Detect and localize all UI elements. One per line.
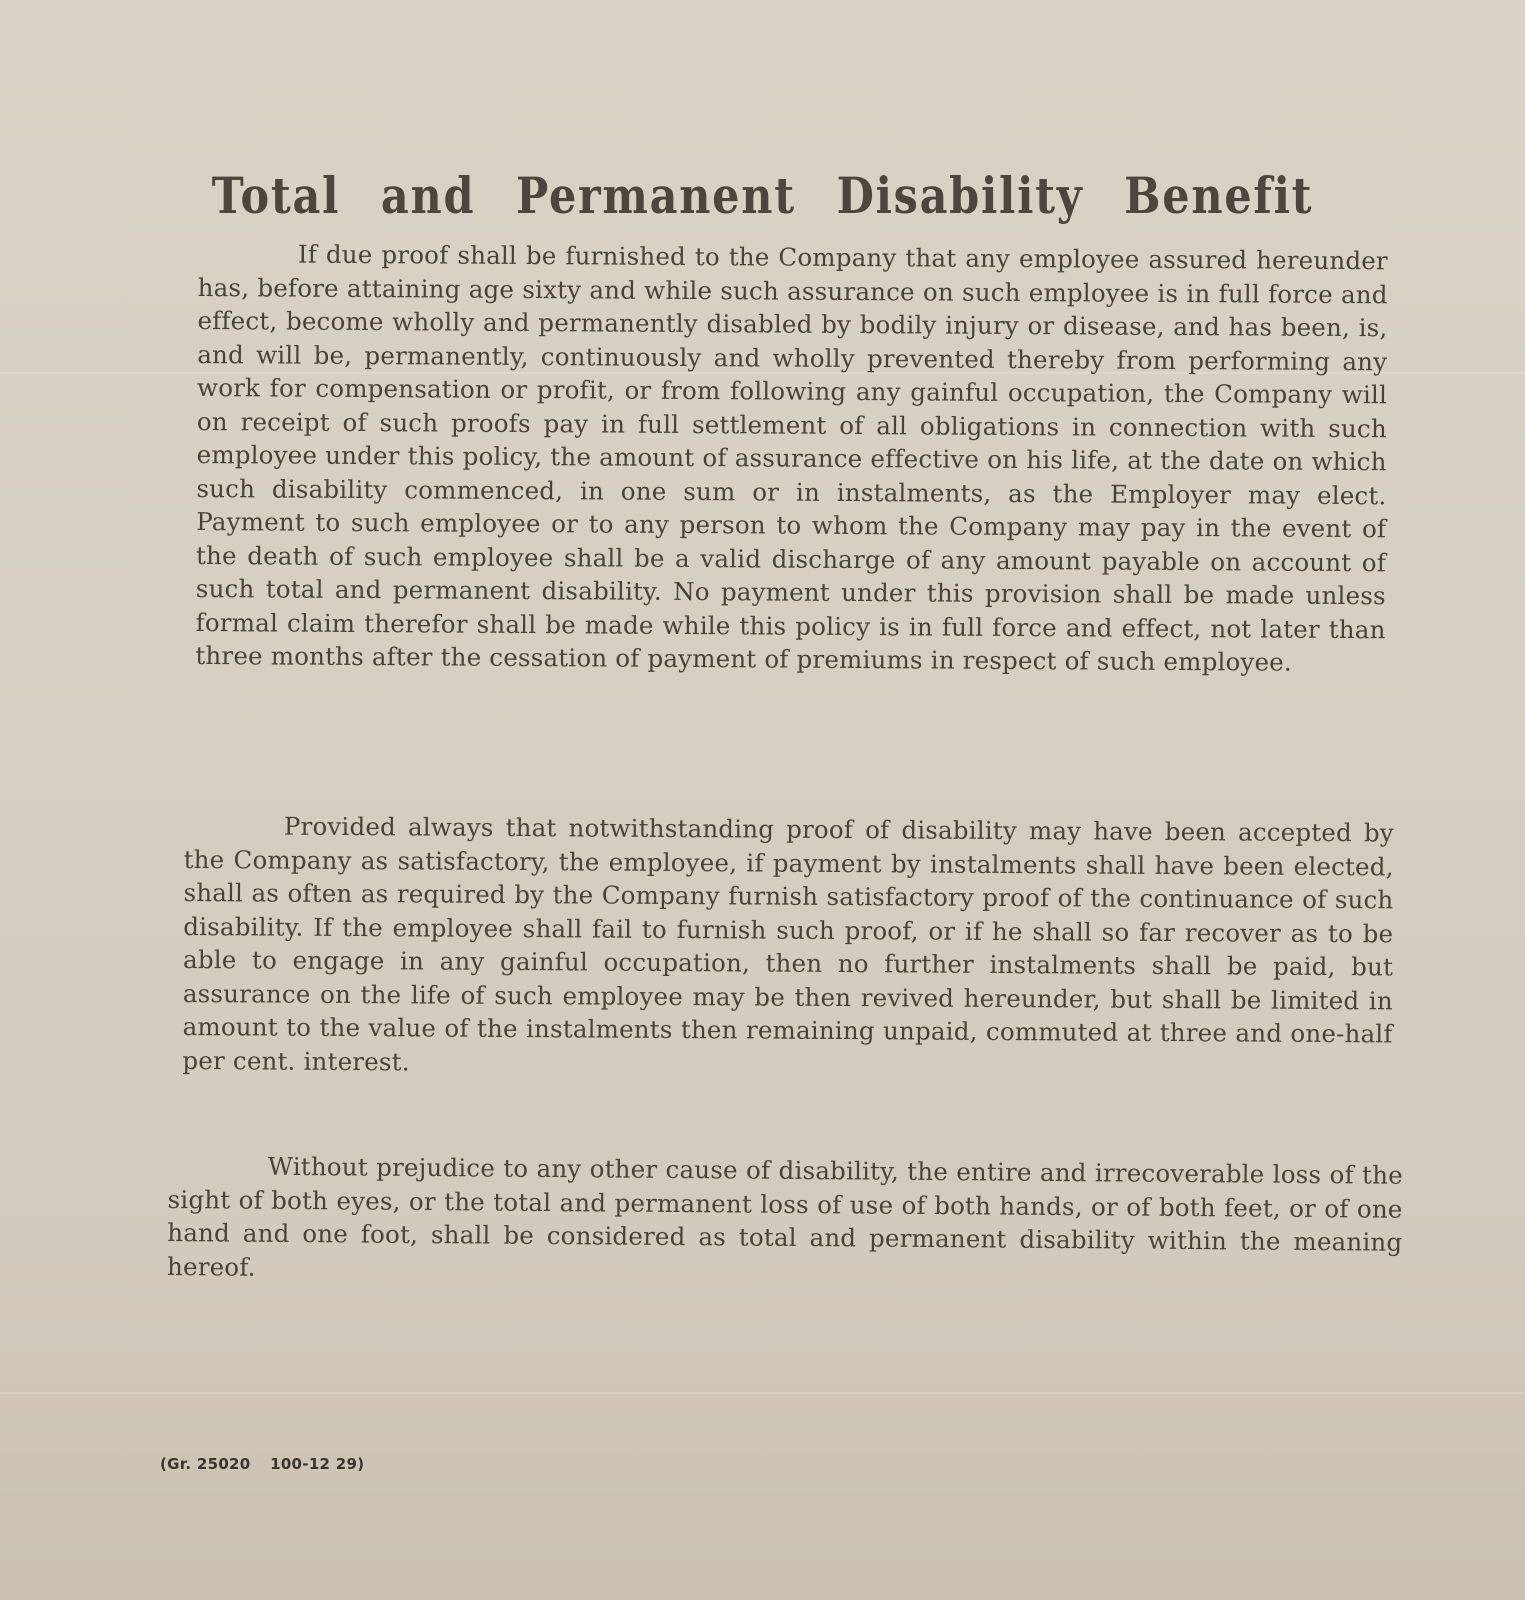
form-reference-footer — [160, 1455, 378, 1473]
paragraph-disability-benefit — [195, 237, 1388, 680]
paragraph-indent — [168, 1173, 268, 1174]
paragraph-definition — [167, 1149, 1403, 1293]
paragraph-text: Provided always that notwithstanding proof of disability may have been accepted by the Company as satisfactory, the employee, if payment by instalments shall have been elected, shall as often as required by the Company furnish satisfactory proof of the continuance of such disability. If the employee shall fail to furnish such proof, or if he shall so far recover as to be able to engage in any gainful occupation, then no further instalments shall be paid, but assurance on the life of such employee may be then revived hereunder, but shall be limited in amount to the value of the instalments then remaining unpaid, commuted at three and one-half per cent. interest. — [182, 811, 1394, 1076]
paragraph-text: If due proof shall be furnished to the Company that any employee assured hereunder has, before attaining age sixty and while such assurance on such employee is in full force and effect, become wholly and permanently disabled by bodily injury or disease, and has been, is, and will be, permanently, continuously and wholly prevented thereby from performing any work for compensation or profit, or from following any gainful occupation, the Company will on receipt of such proofs pay in full settlement of all obligations in connection with such employee under this policy, the amount of assurance effective on his life, at the date on which such disability commenced, in one sum or in instalments, as the Employer may elect. Payment to such employee or to any person to whom the Company may pay in the event of the death of such employee shall be a valid discharge of any amount payable on account of such total and permanent disability. No payment under this provision shall be made unless formal claim therefor shall be made while this policy is in full force and effect, not later than three months after the cessation of payment of premiums in respect of such employee. — [195, 239, 1388, 677]
form-code: (Gr. 25020 — [160, 1455, 251, 1473]
paragraph-proviso — [182, 809, 1394, 1084]
paragraph-indent — [198, 261, 298, 262]
print-code: 100-12 29) — [270, 1455, 365, 1473]
document-title: Total and Permanent Disability Benefit — [211, 165, 1314, 225]
paragraph-indent — [184, 833, 284, 834]
paragraph-text: Without prejudice to any other cause of disability, the entire and irrecoverable loss of the sight of both eyes, or the total and permanent loss of use of both hands, or of both feet, or of one hand and one foot, shall be considered as total and permanent disability within the meaning hereof. — [166, 1151, 1403, 1281]
paper-fold-line — [0, 1392, 1525, 1394]
